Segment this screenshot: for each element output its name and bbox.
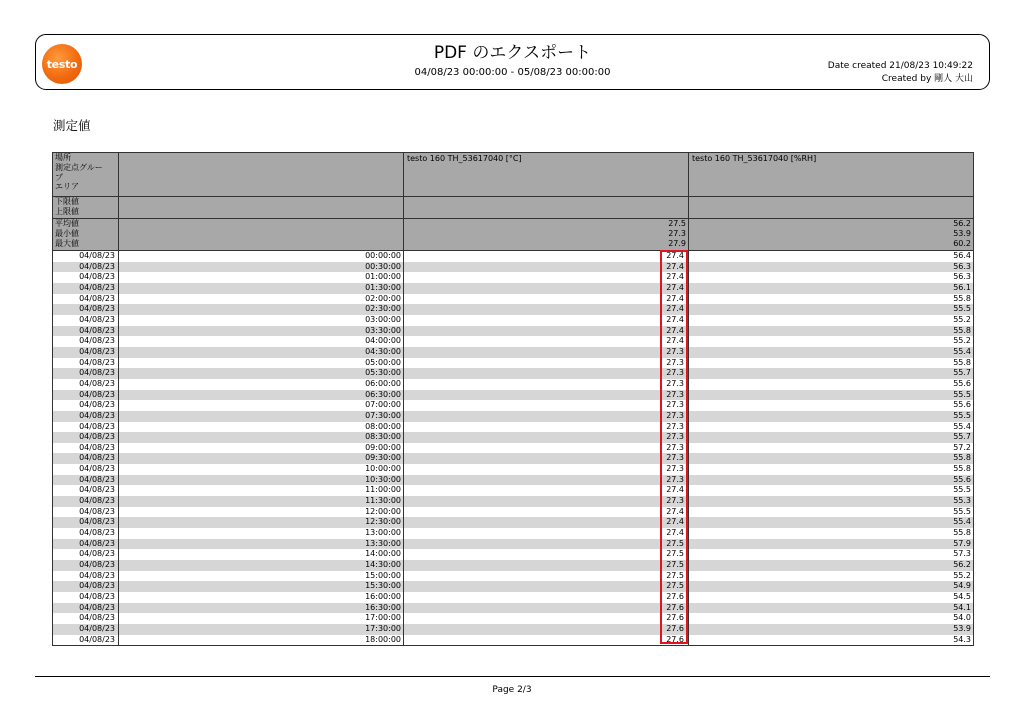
temp-cell: 27.4 — [404, 528, 689, 539]
rh-cell: 55.6 — [689, 379, 974, 390]
table-row — [53, 443, 974, 454]
time-cell: 10:30:00 — [119, 475, 404, 486]
date-cell: 04/08/23 — [53, 326, 119, 337]
table-row — [53, 571, 974, 582]
date-created: Date created 21/08/23 10:49:22 — [827, 61, 973, 71]
date-cell: 04/08/23 — [53, 517, 119, 528]
time-cell: 11:30:00 — [119, 496, 404, 507]
temp-cell: 27.4 — [404, 251, 689, 262]
temp-cell: 27.3 — [404, 411, 689, 422]
temp-cell: 27.6 — [404, 635, 689, 646]
table-row — [53, 603, 974, 614]
created-by: Created by 剛人 大山 — [881, 74, 973, 84]
date-cell: 04/08/23 — [53, 635, 119, 646]
rh-cell: 55.6 — [689, 475, 974, 486]
table-row — [53, 272, 974, 283]
time-cell: 04:30:00 — [119, 347, 404, 358]
rh-cell: 55.3 — [689, 496, 974, 507]
table-row — [53, 475, 974, 486]
date-cell: 04/08/23 — [53, 603, 119, 614]
rh-cell: 54.9 — [689, 581, 974, 592]
rh-cell: 55.4 — [689, 422, 974, 433]
date-range: 04/08/23 00:00:00 - 05/08/23 00:00:00 — [414, 67, 611, 78]
temp-cell: 27.3 — [404, 358, 689, 369]
time-cell: 15:00:00 — [119, 571, 404, 582]
limit-temp-cell — [404, 197, 689, 219]
time-cell: 01:30:00 — [119, 283, 404, 294]
rh-cell: 55.7 — [689, 432, 974, 443]
rh-cell: 55.2 — [689, 315, 974, 326]
table-row — [53, 549, 974, 560]
rh-cell: 55.8 — [689, 326, 974, 337]
date-cell: 04/08/23 — [53, 475, 119, 486]
temp-cell: 27.3 — [404, 347, 689, 358]
table-row — [53, 283, 974, 294]
time-cell: 12:00:00 — [119, 507, 404, 518]
date-cell: 04/08/23 — [53, 571, 119, 582]
rh-cell: 54.0 — [689, 613, 974, 624]
stats-temp-cell — [404, 219, 689, 251]
page-number: Page 2/3 — [492, 685, 532, 695]
date-cell: 04/08/23 — [53, 262, 119, 273]
temp-cell: 27.4 — [404, 507, 689, 518]
temp-cell: 27.4 — [404, 272, 689, 283]
time-cell: 08:00:00 — [119, 422, 404, 433]
table-row — [53, 485, 974, 496]
rh-cell: 55.4 — [689, 517, 974, 528]
date-cell: 04/08/23 — [53, 549, 119, 560]
label-location: 場所 — [55, 153, 71, 162]
date-cell: 04/08/23 — [53, 379, 119, 390]
date-cell: 04/08/23 — [53, 315, 119, 326]
time-cell: 08:30:00 — [119, 432, 404, 443]
date-cell: 04/08/23 — [53, 613, 119, 624]
rh-cell: 55.5 — [689, 304, 974, 315]
date-cell: 04/08/23 — [53, 336, 119, 347]
time-cell: 17:00:00 — [119, 613, 404, 624]
date-cell: 04/08/23 — [53, 390, 119, 401]
rh-cell: 55.4 — [689, 347, 974, 358]
rh-cell: 55.8 — [689, 464, 974, 475]
temp-cell: 27.5 — [404, 560, 689, 571]
time-cell: 02:00:00 — [119, 294, 404, 305]
temp-cell: 27.4 — [404, 517, 689, 528]
date-cell: 04/08/23 — [53, 304, 119, 315]
temp-cell: 27.4 — [404, 485, 689, 496]
time-cell: 00:00:00 — [119, 251, 404, 262]
time-cell: 12:30:00 — [119, 517, 404, 528]
temp-cell: 27.5 — [404, 539, 689, 550]
rh-minimum: 53.9 — [953, 228, 971, 238]
table-row — [53, 347, 974, 358]
temp-cell: 27.6 — [404, 603, 689, 614]
rh-cell: 57.3 — [689, 549, 974, 560]
temp-cell: 27.5 — [404, 549, 689, 560]
table-row — [53, 507, 974, 518]
temp-cell: 27.5 — [404, 581, 689, 592]
rh-maximum: 60.2 — [953, 238, 971, 248]
date-cell: 04/08/23 — [53, 358, 119, 369]
rh-cell: 55.7 — [689, 368, 974, 379]
table-row — [53, 358, 974, 369]
stats-header-row — [53, 219, 974, 251]
temp-average: 27.5 — [668, 219, 686, 228]
page-title: PDF のエクスポート — [433, 43, 592, 63]
rh-cell: 55.2 — [689, 336, 974, 347]
time-cell: 14:00:00 — [119, 549, 404, 560]
temp-cell: 27.6 — [404, 624, 689, 635]
meta-labels-cell — [53, 153, 119, 197]
rh-cell: 54.5 — [689, 592, 974, 603]
rh-cell: 55.8 — [689, 528, 974, 539]
time-cell: 11:00:00 — [119, 485, 404, 496]
temp-cell: 27.4 — [404, 304, 689, 315]
table-row — [53, 251, 974, 262]
date-cell: 04/08/23 — [53, 528, 119, 539]
label-upper-limit: 上限値 — [55, 206, 79, 216]
stat-labels-cell — [53, 219, 119, 251]
date-cell: 04/08/23 — [53, 368, 119, 379]
temp-cell: 27.3 — [404, 443, 689, 454]
rh-cell: 54.3 — [689, 635, 974, 646]
date-cell: 04/08/23 — [53, 443, 119, 454]
rh-cell: 55.8 — [689, 453, 974, 464]
rh-cell: 54.1 — [689, 603, 974, 614]
date-cell: 04/08/23 — [53, 507, 119, 518]
label-maximum: 最大値 — [55, 238, 79, 248]
table-row — [53, 411, 974, 422]
rh-cell: 55.8 — [689, 358, 974, 369]
temp-cell: 27.3 — [404, 496, 689, 507]
date-cell: 04/08/23 — [53, 432, 119, 443]
time-cell: 13:30:00 — [119, 539, 404, 550]
time-cell: 03:30:00 — [119, 326, 404, 337]
table-row — [53, 635, 974, 646]
date-cell: 04/08/23 — [53, 485, 119, 496]
temp-cell: 27.3 — [404, 453, 689, 464]
rh-cell: 55.8 — [689, 294, 974, 305]
column-header-rh: testo 160 TH_53617040 [%RH] — [689, 153, 974, 197]
table-row — [53, 592, 974, 603]
rh-cell: 56.3 — [689, 262, 974, 273]
limit-rh-cell — [689, 197, 974, 219]
table-row — [53, 315, 974, 326]
time-cell: 06:00:00 — [119, 379, 404, 390]
temp-minimum: 27.3 — [668, 228, 686, 238]
temp-cell: 27.4 — [404, 336, 689, 347]
temp-cell: 27.3 — [404, 432, 689, 443]
date-cell: 04/08/23 — [53, 283, 119, 294]
table-row — [53, 400, 974, 411]
footer-divider — [35, 676, 990, 677]
time-cell: 02:30:00 — [119, 304, 404, 315]
time-cell: 16:30:00 — [119, 603, 404, 614]
rh-cell: 56.4 — [689, 251, 974, 262]
report-header — [35, 34, 990, 90]
temp-cell: 27.3 — [404, 422, 689, 433]
table-row — [53, 432, 974, 443]
temp-cell: 27.6 — [404, 592, 689, 603]
label-minimum: 最小値 — [55, 228, 79, 238]
date-cell: 04/08/23 — [53, 400, 119, 411]
temp-cell: 27.3 — [404, 475, 689, 486]
stats-empty-cell — [119, 219, 404, 251]
rh-cell: 55.5 — [689, 485, 974, 496]
time-cell: 07:30:00 — [119, 411, 404, 422]
rh-cell: 56.3 — [689, 272, 974, 283]
rh-cell: 53.9 — [689, 624, 974, 635]
temp-cell: 27.3 — [404, 400, 689, 411]
table-row — [53, 560, 974, 571]
table-row — [53, 390, 974, 401]
date-cell: 04/08/23 — [53, 411, 119, 422]
label-lower-limit: 下限値 — [55, 197, 79, 206]
time-cell: 09:30:00 — [119, 453, 404, 464]
table-row — [53, 613, 974, 624]
label-group: 測定点グルー — [55, 162, 103, 172]
date-cell: 04/08/23 — [53, 422, 119, 433]
time-cell: 05:30:00 — [119, 368, 404, 379]
table-row — [53, 496, 974, 507]
temp-cell: 27.3 — [404, 390, 689, 401]
temp-cell: 27.4 — [404, 262, 689, 273]
temp-cell: 27.4 — [404, 294, 689, 305]
time-cell: 00:30:00 — [119, 262, 404, 273]
column-header-temp: testo 160 TH_53617040 [°C] — [404, 153, 689, 197]
limit-labels-cell — [53, 197, 119, 219]
date-cell: 04/08/23 — [53, 272, 119, 283]
time-cell: 10:00:00 — [119, 464, 404, 475]
time-cell: 01:00:00 — [119, 272, 404, 283]
time-cell: 13:00:00 — [119, 528, 404, 539]
time-cell: 17:30:00 — [119, 624, 404, 635]
time-cell: 07:00:00 — [119, 400, 404, 411]
table-row — [53, 624, 974, 635]
temp-maximum: 27.9 — [668, 238, 686, 248]
time-cell: 03:00:00 — [119, 315, 404, 326]
table-row — [53, 464, 974, 475]
date-cell: 04/08/23 — [53, 560, 119, 571]
meta-header-row — [53, 153, 974, 197]
meta-empty-cell — [119, 153, 404, 197]
logo-text: testo — [46, 57, 78, 71]
table-row — [53, 336, 974, 347]
table-row — [53, 581, 974, 592]
temp-cell: 27.3 — [404, 379, 689, 390]
table-row — [53, 528, 974, 539]
rh-cell: 55.5 — [689, 507, 974, 518]
section-title: 測定値 — [53, 118, 91, 133]
label-average: 平均値 — [55, 219, 79, 228]
time-cell: 16:00:00 — [119, 592, 404, 603]
rh-cell: 56.2 — [689, 560, 974, 571]
temp-cell: 27.5 — [404, 571, 689, 582]
date-cell: 04/08/23 — [53, 539, 119, 550]
measurement-table-wrap — [52, 152, 973, 646]
stats-rh-cell — [689, 219, 974, 251]
label-group-cont: プ — [55, 172, 63, 182]
date-cell: 04/08/23 — [53, 251, 119, 262]
rh-cell: 57.9 — [689, 539, 974, 550]
rh-cell: 55.6 — [689, 400, 974, 411]
rh-average: 56.2 — [953, 219, 971, 228]
temp-cell: 27.3 — [404, 464, 689, 475]
time-cell: 06:30:00 — [119, 390, 404, 401]
table-row — [53, 368, 974, 379]
measurement-table — [52, 152, 974, 646]
time-cell: 18:00:00 — [119, 635, 404, 646]
table-row — [53, 262, 974, 273]
temp-cell: 27.4 — [404, 283, 689, 294]
temp-cell: 27.4 — [404, 326, 689, 337]
date-cell: 04/08/23 — [53, 624, 119, 635]
table-row — [53, 304, 974, 315]
table-row — [53, 326, 974, 337]
date-cell: 04/08/23 — [53, 581, 119, 592]
temp-cell: 27.4 — [404, 315, 689, 326]
temp-cell: 27.6 — [404, 613, 689, 624]
table-row — [53, 294, 974, 305]
label-area: エリア — [55, 182, 79, 192]
time-cell: 14:30:00 — [119, 560, 404, 571]
temp-cell: 27.3 — [404, 368, 689, 379]
time-cell: 09:00:00 — [119, 443, 404, 454]
rh-cell: 55.2 — [689, 571, 974, 582]
limit-header-row — [53, 197, 974, 219]
date-cell: 04/08/23 — [53, 464, 119, 475]
date-cell: 04/08/23 — [53, 347, 119, 358]
rh-cell: 56.1 — [689, 283, 974, 294]
date-cell: 04/08/23 — [53, 453, 119, 464]
date-cell: 04/08/23 — [53, 496, 119, 507]
date-cell: 04/08/23 — [53, 592, 119, 603]
date-cell: 04/08/23 — [53, 294, 119, 305]
table-row — [53, 453, 974, 464]
rh-cell: 55.5 — [689, 390, 974, 401]
rh-cell: 55.5 — [689, 411, 974, 422]
time-cell: 04:00:00 — [119, 336, 404, 347]
table-row — [53, 539, 974, 550]
time-cell: 05:00:00 — [119, 358, 404, 369]
table-row — [53, 517, 974, 528]
table-row — [53, 379, 974, 390]
header-meta — [828, 60, 973, 86]
time-cell: 15:30:00 — [119, 581, 404, 592]
rh-cell: 57.2 — [689, 443, 974, 454]
table-row — [53, 422, 974, 433]
limit-empty-cell — [119, 197, 404, 219]
